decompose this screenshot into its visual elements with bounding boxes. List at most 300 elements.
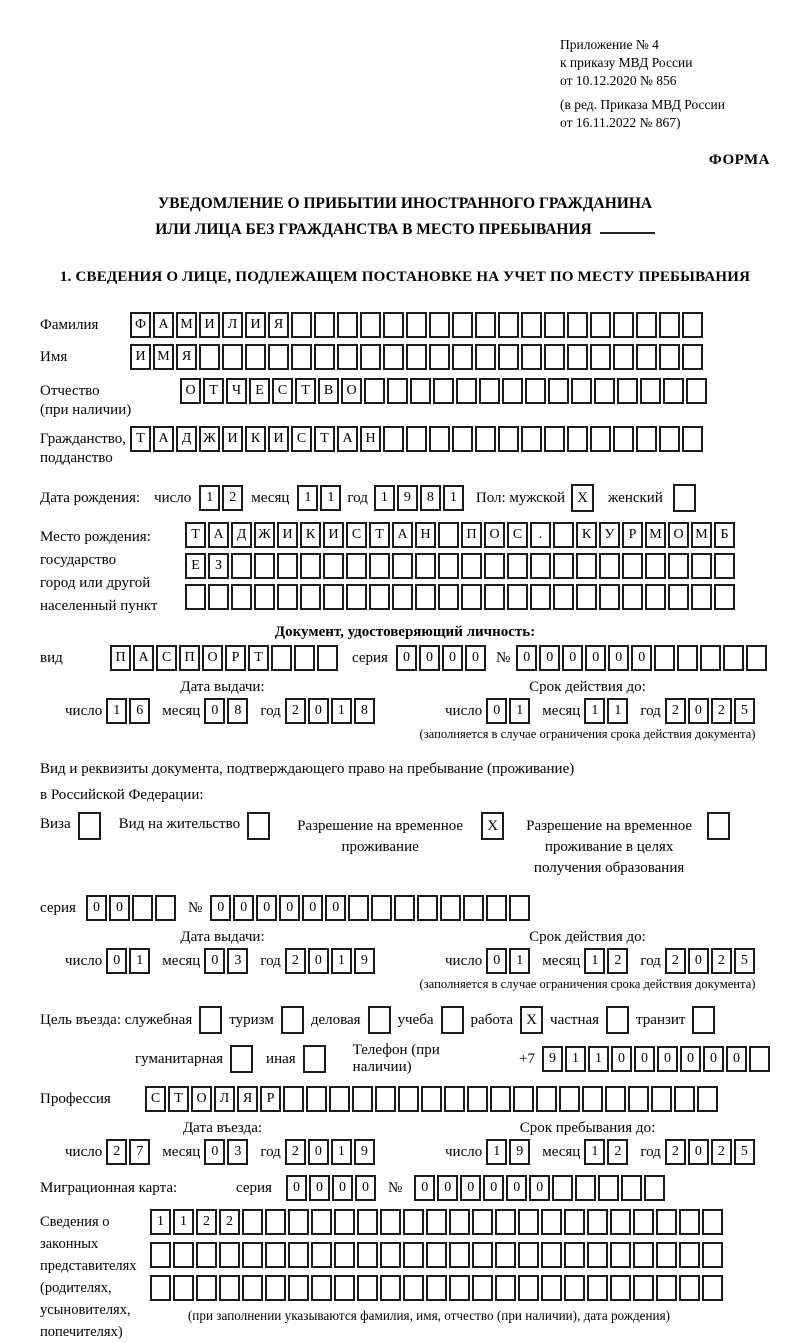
char-cell[interactable] — [461, 553, 482, 579]
stay-year-cells[interactable] — [665, 1139, 755, 1165]
char-cell[interactable]: М — [153, 344, 174, 370]
char-cell[interactable] — [484, 584, 505, 610]
char-cell[interactable] — [475, 426, 496, 452]
representatives-cells-row1[interactable] — [150, 1209, 723, 1235]
char-cell[interactable]: 0 — [332, 1175, 353, 1201]
char-cell[interactable] — [337, 344, 358, 370]
study-checkbox[interactable] — [441, 1006, 464, 1034]
char-cell[interactable] — [679, 1242, 700, 1268]
char-cell[interactable] — [749, 1046, 770, 1072]
char-cell[interactable] — [544, 344, 565, 370]
char-cell[interactable]: 0 — [465, 645, 486, 671]
char-cell[interactable]: Р — [260, 1086, 281, 1112]
char-cell[interactable] — [567, 426, 588, 452]
char-cell[interactable] — [544, 312, 565, 338]
char-cell[interactable] — [682, 312, 703, 338]
char-cell[interactable] — [375, 1086, 396, 1112]
char-cell[interactable]: 0 — [286, 1175, 307, 1201]
char-cell[interactable]: 0 — [688, 698, 709, 724]
char-cell[interactable] — [633, 1209, 654, 1235]
char-cell[interactable]: 2 — [607, 948, 628, 974]
char-cell[interactable] — [199, 344, 220, 370]
char-cell[interactable] — [636, 426, 657, 452]
char-cell[interactable]: 0 — [106, 948, 127, 974]
char-cell[interactable]: 1 — [607, 698, 628, 724]
iddoc-expiry-month-cells[interactable] — [584, 698, 628, 724]
char-cell[interactable]: 2 — [665, 1139, 686, 1165]
char-cell[interactable] — [559, 1086, 580, 1112]
char-cell[interactable] — [544, 426, 565, 452]
char-cell[interactable] — [686, 378, 707, 404]
char-cell[interactable] — [530, 553, 551, 579]
char-cell[interactable] — [403, 1275, 424, 1301]
entry-day-cells[interactable] — [106, 1139, 150, 1165]
resdoc-number-cells[interactable] — [210, 895, 530, 921]
char-cell[interactable] — [461, 584, 482, 610]
resdoc-expiry-year-cells[interactable] — [665, 948, 755, 974]
char-cell[interactable] — [541, 1242, 562, 1268]
char-cell[interactable] — [633, 1242, 654, 1268]
char-cell[interactable] — [472, 1275, 493, 1301]
work-checkbox[interactable]: X — [520, 1006, 543, 1034]
char-cell[interactable]: 1 — [173, 1209, 194, 1235]
char-cell[interactable]: У — [599, 522, 620, 548]
char-cell[interactable] — [463, 895, 484, 921]
char-cell[interactable] — [590, 344, 611, 370]
char-cell[interactable]: А — [337, 426, 358, 452]
char-cell[interactable]: Л — [222, 312, 243, 338]
char-cell[interactable]: 1 — [588, 1046, 609, 1072]
char-cell[interactable] — [495, 1242, 516, 1268]
char-cell[interactable] — [323, 553, 344, 579]
char-cell[interactable] — [587, 1209, 608, 1235]
char-cell[interactable]: 5 — [734, 948, 755, 974]
char-cell[interactable]: 0 — [486, 948, 507, 974]
char-cell[interactable]: И — [130, 344, 151, 370]
char-cell[interactable] — [398, 1086, 419, 1112]
char-cell[interactable]: 6 — [129, 698, 150, 724]
char-cell[interactable]: А — [392, 522, 413, 548]
char-cell[interactable]: 0 — [233, 895, 254, 921]
char-cell[interactable] — [440, 895, 461, 921]
char-cell[interactable] — [746, 645, 767, 671]
char-cell[interactable]: О — [180, 378, 201, 404]
char-cell[interactable]: И — [277, 522, 298, 548]
char-cell[interactable] — [668, 553, 689, 579]
char-cell[interactable] — [621, 1175, 642, 1201]
char-cell[interactable] — [610, 1275, 631, 1301]
char-cell[interactable]: Р — [622, 522, 643, 548]
char-cell[interactable] — [438, 553, 459, 579]
char-cell[interactable] — [334, 1242, 355, 1268]
char-cell[interactable]: 0 — [308, 948, 329, 974]
birth-year-cells[interactable] — [374, 485, 464, 511]
char-cell[interactable]: З — [208, 553, 229, 579]
char-cell[interactable] — [475, 344, 496, 370]
char-cell[interactable]: 2 — [196, 1209, 217, 1235]
char-cell[interactable] — [406, 426, 427, 452]
resdoc-expiry-day-cells[interactable] — [486, 948, 530, 974]
char-cell[interactable] — [417, 895, 438, 921]
char-cell[interactable] — [438, 584, 459, 610]
char-cell[interactable] — [663, 378, 684, 404]
representatives-cells-row3[interactable] — [150, 1275, 723, 1301]
char-cell[interactable] — [521, 344, 542, 370]
char-cell[interactable] — [371, 895, 392, 921]
char-cell[interactable] — [552, 1175, 573, 1201]
resdoc-expiry-month-cells[interactable] — [584, 948, 628, 974]
char-cell[interactable] — [645, 553, 666, 579]
char-cell[interactable] — [346, 584, 367, 610]
char-cell[interactable] — [567, 312, 588, 338]
char-cell[interactable] — [185, 584, 206, 610]
char-cell[interactable]: 1 — [374, 485, 395, 511]
char-cell[interactable] — [484, 553, 505, 579]
birth-month-cells[interactable] — [297, 485, 341, 511]
char-cell[interactable]: 2 — [711, 1139, 732, 1165]
char-cell[interactable]: 0 — [562, 645, 583, 671]
char-cell[interactable]: 1 — [509, 698, 530, 724]
char-cell[interactable]: 1 — [150, 1209, 171, 1235]
char-cell[interactable] — [348, 895, 369, 921]
char-cell[interactable]: Ф — [130, 312, 151, 338]
char-cell[interactable]: Т — [130, 426, 151, 452]
char-cell[interactable]: 2 — [711, 948, 732, 974]
char-cell[interactable] — [357, 1242, 378, 1268]
char-cell[interactable] — [242, 1275, 263, 1301]
char-cell[interactable] — [679, 1275, 700, 1301]
char-cell[interactable] — [132, 895, 153, 921]
char-cell[interactable]: Я — [176, 344, 197, 370]
char-cell[interactable] — [426, 1209, 447, 1235]
char-cell[interactable] — [196, 1275, 217, 1301]
char-cell[interactable]: С — [156, 645, 177, 671]
char-cell[interactable]: 1 — [584, 948, 605, 974]
char-cell[interactable]: 2 — [665, 698, 686, 724]
char-cell[interactable]: Ж — [199, 426, 220, 452]
char-cell[interactable] — [392, 584, 413, 610]
char-cell[interactable] — [553, 522, 574, 548]
birthplace-cells-row1[interactable] — [185, 522, 735, 548]
char-cell[interactable]: 2 — [222, 485, 243, 511]
char-cell[interactable] — [674, 1086, 695, 1112]
char-cell[interactable]: М — [645, 522, 666, 548]
char-cell[interactable] — [599, 553, 620, 579]
visa-checkbox[interactable] — [78, 812, 101, 840]
temp-residence-checkbox[interactable]: X — [481, 812, 504, 840]
char-cell[interactable] — [628, 1086, 649, 1112]
char-cell[interactable]: 0 — [460, 1175, 481, 1201]
char-cell[interactable]: 2 — [219, 1209, 240, 1235]
char-cell[interactable] — [521, 426, 542, 452]
stay-day-cells[interactable] — [486, 1139, 530, 1165]
char-cell[interactable] — [311, 1242, 332, 1268]
char-cell[interactable]: А — [153, 312, 174, 338]
char-cell[interactable]: 2 — [711, 698, 732, 724]
char-cell[interactable]: 0 — [585, 645, 606, 671]
entry-month-cells[interactable] — [204, 1139, 248, 1165]
char-cell[interactable]: Т — [203, 378, 224, 404]
char-cell[interactable] — [426, 1242, 447, 1268]
char-cell[interactable]: 1 — [331, 1139, 352, 1165]
char-cell[interactable] — [196, 1242, 217, 1268]
char-cell[interactable] — [360, 344, 381, 370]
char-cell[interactable] — [599, 584, 620, 610]
char-cell[interactable]: 0 — [539, 645, 560, 671]
char-cell[interactable] — [590, 312, 611, 338]
char-cell[interactable] — [659, 426, 680, 452]
iddoc-expiry-year-cells[interactable] — [665, 698, 755, 724]
tourism-checkbox[interactable] — [281, 1006, 304, 1034]
char-cell[interactable]: 1 — [584, 698, 605, 724]
char-cell[interactable] — [173, 1242, 194, 1268]
char-cell[interactable]: 0 — [86, 895, 107, 921]
char-cell[interactable] — [509, 895, 530, 921]
char-cell[interactable]: 0 — [256, 895, 277, 921]
char-cell[interactable] — [486, 895, 507, 921]
char-cell[interactable] — [277, 553, 298, 579]
char-cell[interactable]: Я — [268, 312, 289, 338]
char-cell[interactable]: 1 — [297, 485, 318, 511]
iddoc-number-cells[interactable] — [516, 645, 767, 671]
char-cell[interactable]: 9 — [509, 1139, 530, 1165]
char-cell[interactable] — [383, 312, 404, 338]
char-cell[interactable] — [521, 312, 542, 338]
char-cell[interactable] — [231, 553, 252, 579]
char-cell[interactable] — [654, 645, 675, 671]
char-cell[interactable] — [415, 553, 436, 579]
char-cell[interactable] — [622, 584, 643, 610]
char-cell[interactable] — [449, 1275, 470, 1301]
char-cell[interactable]: 0 — [309, 1175, 330, 1201]
char-cell[interactable] — [598, 1175, 619, 1201]
birth-day-cells[interactable] — [199, 485, 243, 511]
char-cell[interactable] — [364, 378, 385, 404]
resdoc-issue-day-cells[interactable] — [106, 948, 150, 974]
char-cell[interactable] — [498, 426, 519, 452]
char-cell[interactable]: 0 — [688, 1139, 709, 1165]
char-cell[interactable]: 0 — [680, 1046, 701, 1072]
char-cell[interactable]: Е — [185, 553, 206, 579]
char-cell[interactable] — [576, 584, 597, 610]
char-cell[interactable]: О — [668, 522, 689, 548]
char-cell[interactable] — [656, 1275, 677, 1301]
char-cell[interactable] — [502, 378, 523, 404]
char-cell[interactable] — [314, 344, 335, 370]
char-cell[interactable] — [610, 1209, 631, 1235]
char-cell[interactable]: 3 — [227, 1139, 248, 1165]
char-cell[interactable] — [415, 584, 436, 610]
char-cell[interactable] — [605, 1086, 626, 1112]
char-cell[interactable] — [300, 584, 321, 610]
char-cell[interactable] — [254, 584, 275, 610]
char-cell[interactable]: 0 — [726, 1046, 747, 1072]
char-cell[interactable]: 0 — [109, 895, 130, 921]
char-cell[interactable] — [222, 344, 243, 370]
char-cell[interactable]: К — [576, 522, 597, 548]
female-checkbox[interactable] — [673, 484, 696, 512]
char-cell[interactable]: 0 — [437, 1175, 458, 1201]
char-cell[interactable] — [300, 553, 321, 579]
char-cell[interactable] — [208, 584, 229, 610]
char-cell[interactable]: 1 — [443, 485, 464, 511]
char-cell[interactable] — [387, 378, 408, 404]
char-cell[interactable]: 0 — [688, 948, 709, 974]
char-cell[interactable]: 1 — [331, 948, 352, 974]
char-cell[interactable]: П — [110, 645, 131, 671]
char-cell[interactable]: О — [484, 522, 505, 548]
char-cell[interactable] — [617, 378, 638, 404]
char-cell[interactable]: 0 — [657, 1046, 678, 1072]
char-cell[interactable] — [513, 1086, 534, 1112]
char-cell[interactable]: Е — [249, 378, 270, 404]
char-cell[interactable] — [567, 344, 588, 370]
char-cell[interactable] — [548, 378, 569, 404]
char-cell[interactable] — [507, 553, 528, 579]
char-cell[interactable]: 0 — [414, 1175, 435, 1201]
char-cell[interactable] — [622, 553, 643, 579]
char-cell[interactable] — [495, 1209, 516, 1235]
char-cell[interactable]: 0 — [634, 1046, 655, 1072]
char-cell[interactable] — [640, 378, 661, 404]
migcard-number-cells[interactable] — [414, 1175, 665, 1201]
business-checkbox[interactable] — [368, 1006, 391, 1034]
char-cell[interactable]: 0 — [486, 698, 507, 724]
char-cell[interactable] — [472, 1242, 493, 1268]
male-checkbox[interactable]: X — [571, 484, 594, 512]
char-cell[interactable]: 1 — [486, 1139, 507, 1165]
char-cell[interactable] — [644, 1175, 665, 1201]
char-cell[interactable] — [702, 1242, 723, 1268]
char-cell[interactable]: 9 — [354, 948, 375, 974]
char-cell[interactable] — [691, 584, 712, 610]
char-cell[interactable] — [291, 344, 312, 370]
char-cell[interactable]: 0 — [396, 645, 417, 671]
char-cell[interactable] — [571, 378, 592, 404]
char-cell[interactable] — [587, 1275, 608, 1301]
char-cell[interactable] — [410, 378, 431, 404]
char-cell[interactable] — [452, 344, 473, 370]
char-cell[interactable]: Я — [237, 1086, 258, 1112]
patronymic-cells[interactable] — [180, 378, 707, 404]
resdoc-issue-month-cells[interactable] — [204, 948, 248, 974]
char-cell[interactable] — [656, 1209, 677, 1235]
char-cell[interactable] — [452, 312, 473, 338]
char-cell[interactable]: 1 — [320, 485, 341, 511]
char-cell[interactable] — [679, 1209, 700, 1235]
char-cell[interactable] — [406, 312, 427, 338]
char-cell[interactable] — [268, 344, 289, 370]
char-cell[interactable]: Т — [295, 378, 316, 404]
char-cell[interactable] — [242, 1209, 263, 1235]
char-cell[interactable] — [479, 378, 500, 404]
purpose-official-checkbox[interactable] — [199, 1006, 222, 1034]
char-cell[interactable]: Т — [185, 522, 206, 548]
char-cell[interactable] — [231, 584, 252, 610]
residence-permit-checkbox[interactable] — [247, 812, 270, 840]
char-cell[interactable]: Т — [314, 426, 335, 452]
char-cell[interactable]: И — [323, 522, 344, 548]
char-cell[interactable]: 1 — [509, 948, 530, 974]
migcard-series-cells[interactable] — [286, 1175, 376, 1201]
char-cell[interactable] — [438, 522, 459, 548]
char-cell[interactable]: 0 — [308, 698, 329, 724]
char-cell[interactable] — [668, 584, 689, 610]
iddoc-issue-month-cells[interactable] — [204, 698, 248, 724]
char-cell[interactable] — [357, 1275, 378, 1301]
char-cell[interactable] — [613, 312, 634, 338]
char-cell[interactable]: 0 — [302, 895, 323, 921]
char-cell[interactable]: 9 — [354, 1139, 375, 1165]
char-cell[interactable]: 2 — [285, 1139, 306, 1165]
char-cell[interactable] — [651, 1086, 672, 1112]
char-cell[interactable] — [576, 553, 597, 579]
char-cell[interactable]: 2 — [607, 1139, 628, 1165]
char-cell[interactable] — [564, 1209, 585, 1235]
char-cell[interactable]: 0 — [516, 645, 537, 671]
char-cell[interactable] — [314, 312, 335, 338]
char-cell[interactable]: Б — [714, 522, 735, 548]
char-cell[interactable] — [311, 1275, 332, 1301]
char-cell[interactable]: . — [530, 522, 551, 548]
char-cell[interactable]: 0 — [419, 645, 440, 671]
representatives-cells-row2[interactable] — [150, 1242, 723, 1268]
char-cell[interactable]: 5 — [734, 698, 755, 724]
char-cell[interactable]: Л — [214, 1086, 235, 1112]
char-cell[interactable]: 8 — [354, 698, 375, 724]
char-cell[interactable] — [357, 1209, 378, 1235]
char-cell[interactable]: И — [268, 426, 289, 452]
char-cell[interactable] — [682, 344, 703, 370]
char-cell[interactable]: 0 — [529, 1175, 550, 1201]
char-cell[interactable] — [369, 584, 390, 610]
char-cell[interactable] — [406, 344, 427, 370]
char-cell[interactable] — [564, 1242, 585, 1268]
char-cell[interactable] — [334, 1209, 355, 1235]
char-cell[interactable]: 0 — [631, 645, 652, 671]
char-cell[interactable]: 1 — [129, 948, 150, 974]
char-cell[interactable]: Т — [369, 522, 390, 548]
char-cell[interactable] — [553, 584, 574, 610]
char-cell[interactable] — [380, 1275, 401, 1301]
char-cell[interactable] — [265, 1209, 286, 1235]
char-cell[interactable] — [682, 426, 703, 452]
char-cell[interactable] — [155, 895, 176, 921]
char-cell[interactable]: И — [245, 312, 266, 338]
char-cell[interactable] — [403, 1242, 424, 1268]
char-cell[interactable] — [383, 426, 404, 452]
char-cell[interactable] — [656, 1242, 677, 1268]
char-cell[interactable]: 1 — [565, 1046, 586, 1072]
char-cell[interactable]: О — [191, 1086, 212, 1112]
char-cell[interactable]: 1 — [106, 698, 127, 724]
char-cell[interactable] — [294, 645, 315, 671]
char-cell[interactable]: 0 — [204, 698, 225, 724]
char-cell[interactable]: 0 — [279, 895, 300, 921]
char-cell[interactable] — [265, 1275, 286, 1301]
entry-year-cells[interactable] — [285, 1139, 375, 1165]
char-cell[interactable] — [636, 312, 657, 338]
char-cell[interactable] — [283, 1086, 304, 1112]
stay-month-cells[interactable] — [584, 1139, 628, 1165]
char-cell[interactable] — [472, 1209, 493, 1235]
resdoc-issue-year-cells[interactable] — [285, 948, 375, 974]
char-cell[interactable] — [714, 553, 735, 579]
char-cell[interactable] — [525, 378, 546, 404]
char-cell[interactable] — [288, 1209, 309, 1235]
char-cell[interactable] — [659, 312, 680, 338]
char-cell[interactable] — [254, 553, 275, 579]
